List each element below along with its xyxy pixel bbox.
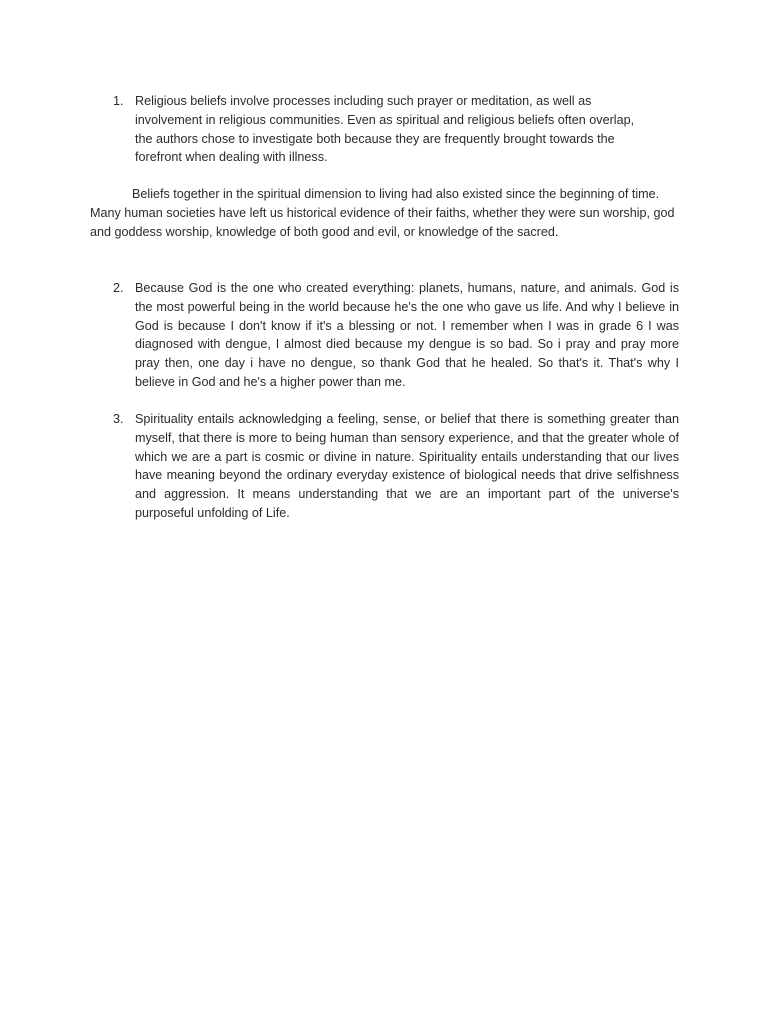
list-number: 2. xyxy=(113,281,124,295)
list-item xyxy=(113,92,679,167)
list-number: 1. xyxy=(113,94,124,108)
body-paragraph: Beliefs together in the spiritual dimension to living had also existed since the beginning of time. Many human societies have left us historical evidence of their faiths, whether they were sun worship, god and goddess worship, knowledge of both good and evil, or knowledge of the sacred. xyxy=(90,187,675,239)
list-item-text: Spirituality entails acknowledging a feeling, sense, or belief that there is something greater than myself, that there is more to being human than sensory experience, and that the greater whole of which we are a part is cosmic or divine in nature. Spirituality entails understanding that our lives have meaning beyond the ordinary everyday existence of biological needs that drive selfishness and aggression. It means understanding that we are an important part of the universe's purposeful unfolding of Life. xyxy=(135,412,679,520)
list-item-text: Religious beliefs involve processes including such prayer or meditation, as well as involvement in religious communities. Even as spiritual and religious beliefs often overlap, the authors chose to investigate both because they are frequently brought towards the forefront when dealing with illness. xyxy=(135,94,635,165)
list-item xyxy=(113,279,679,392)
list-item-text: Because God is the one who created everything: planets, humans, nature, and animals. God is the most powerful being in the world because he's the one who gave us life. And why I believe in God is because I don't know if it's a blessing or not. I remember when I was in grade 6 I was diagnosed with dengue, I almost died because my dengue is so bad. So i pray and pray more pray then, one day i have no dengue, so thank God that he healed. So that's it. That's why I believe in God and he's a higher power than me. xyxy=(135,281,679,389)
list-number: 3. xyxy=(113,412,124,426)
list-item xyxy=(113,410,679,523)
